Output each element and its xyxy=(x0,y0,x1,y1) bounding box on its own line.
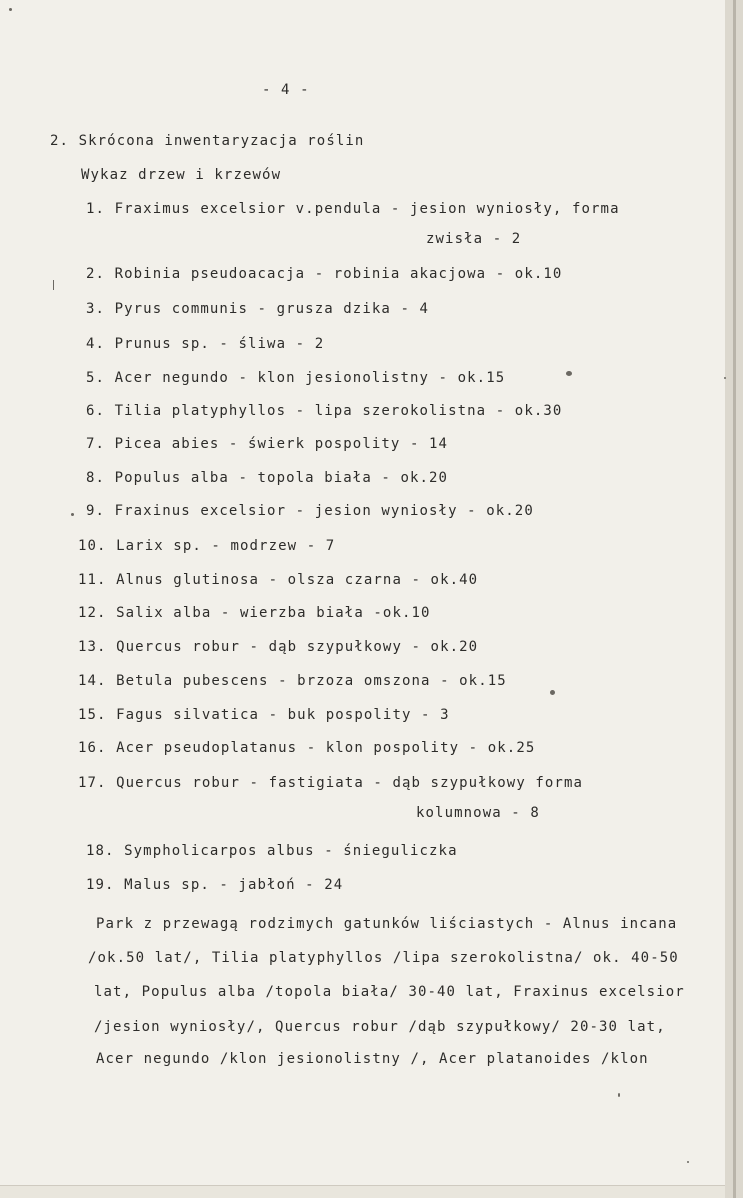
list-item: 14. Betula pubescens - brzoza omszona - ok.15 xyxy=(78,673,507,689)
paragraph-line: /jesion wyniosły/, Quercus robur /dąb szypułkowy/ 20-30 lat, xyxy=(94,1019,666,1035)
list-item-continuation: zwisła - 2 xyxy=(426,231,522,247)
scan-speck xyxy=(53,280,54,290)
list-item: 15. Fagus silvatica - buk pospolity - 3 xyxy=(78,707,450,723)
section-subtitle: Wykaz drzew i krzewów xyxy=(81,167,282,183)
list-item: 5. Acer negundo - klon jesionolistny - ok.15 xyxy=(86,370,506,386)
paragraph-line: /ok.50 lat/, Tilia platyphyllos /lipa szerokolistna/ ok. 40-50 xyxy=(88,950,679,966)
list-item: 11. Alnus glutinosa - olsza czarna - ok.40 xyxy=(78,572,479,588)
list-item: 19. Malus sp. - jabłoń - 24 xyxy=(86,877,344,893)
list-item: 1. Fraximus excelsior v.pendula - jesion wyniosły, forma xyxy=(86,201,620,217)
scanner-edge-line xyxy=(733,0,736,1198)
list-item: 9. Fraxinus excelsior - jesion wyniosły - ok.20 xyxy=(86,503,534,519)
section-title: 2. Skrócona inwentaryzacja roślin xyxy=(50,133,365,149)
scan-speck xyxy=(687,1161,689,1163)
list-item: 7. Picea abies - świerk pospolity - 14 xyxy=(86,436,449,452)
scan-speck xyxy=(618,1093,620,1097)
scan-speck xyxy=(71,513,74,516)
list-item: 12. Salix alba - wierzba biała -ok.10 xyxy=(78,605,431,621)
list-item: 8. Populus alba - topola biała - ok.20 xyxy=(86,470,449,486)
paragraph-line: Park z przewagą rodzimych gatunków liściastych - Alnus incana xyxy=(96,916,678,932)
list-item: 18. Sympholicarpos albus - śnieguliczka xyxy=(86,843,458,859)
list-item: 16. Acer pseudoplatanus - klon pospolity - ok.25 xyxy=(78,740,536,756)
ink-blot xyxy=(550,690,555,695)
list-item: 10. Larix sp. - modrzew - 7 xyxy=(78,538,336,554)
ink-blot xyxy=(566,371,572,376)
list-item: 3. Pyrus communis - grusza dzika - 4 xyxy=(86,301,430,317)
scan-speck xyxy=(724,377,726,379)
list-item: 2. Robinia pseudoacacja - robinia akacjowa - ok.10 xyxy=(86,266,563,282)
list-item: 4. Prunus sp. - śliwa - 2 xyxy=(86,336,325,352)
page-number: - 4 - xyxy=(262,82,310,98)
paragraph-line: lat, Populus alba /topola biała/ 30-40 lat, Fraxinus excelsior xyxy=(94,984,685,1000)
scan-speck xyxy=(9,8,12,11)
list-item: 13. Quercus robur - dąb szypułkowy - ok.20 xyxy=(78,639,479,655)
list-item-continuation: kolumnowa - 8 xyxy=(416,805,540,821)
list-item: 17. Quercus robur - fastigiata - dąb szypułkowy forma xyxy=(78,775,584,791)
paragraph-line: Acer negundo /klon jesionolistny /, Acer platanoides /klon xyxy=(96,1051,649,1067)
list-item: 6. Tilia platyphyllos - lipa szerokolistna - ok.30 xyxy=(86,403,563,419)
